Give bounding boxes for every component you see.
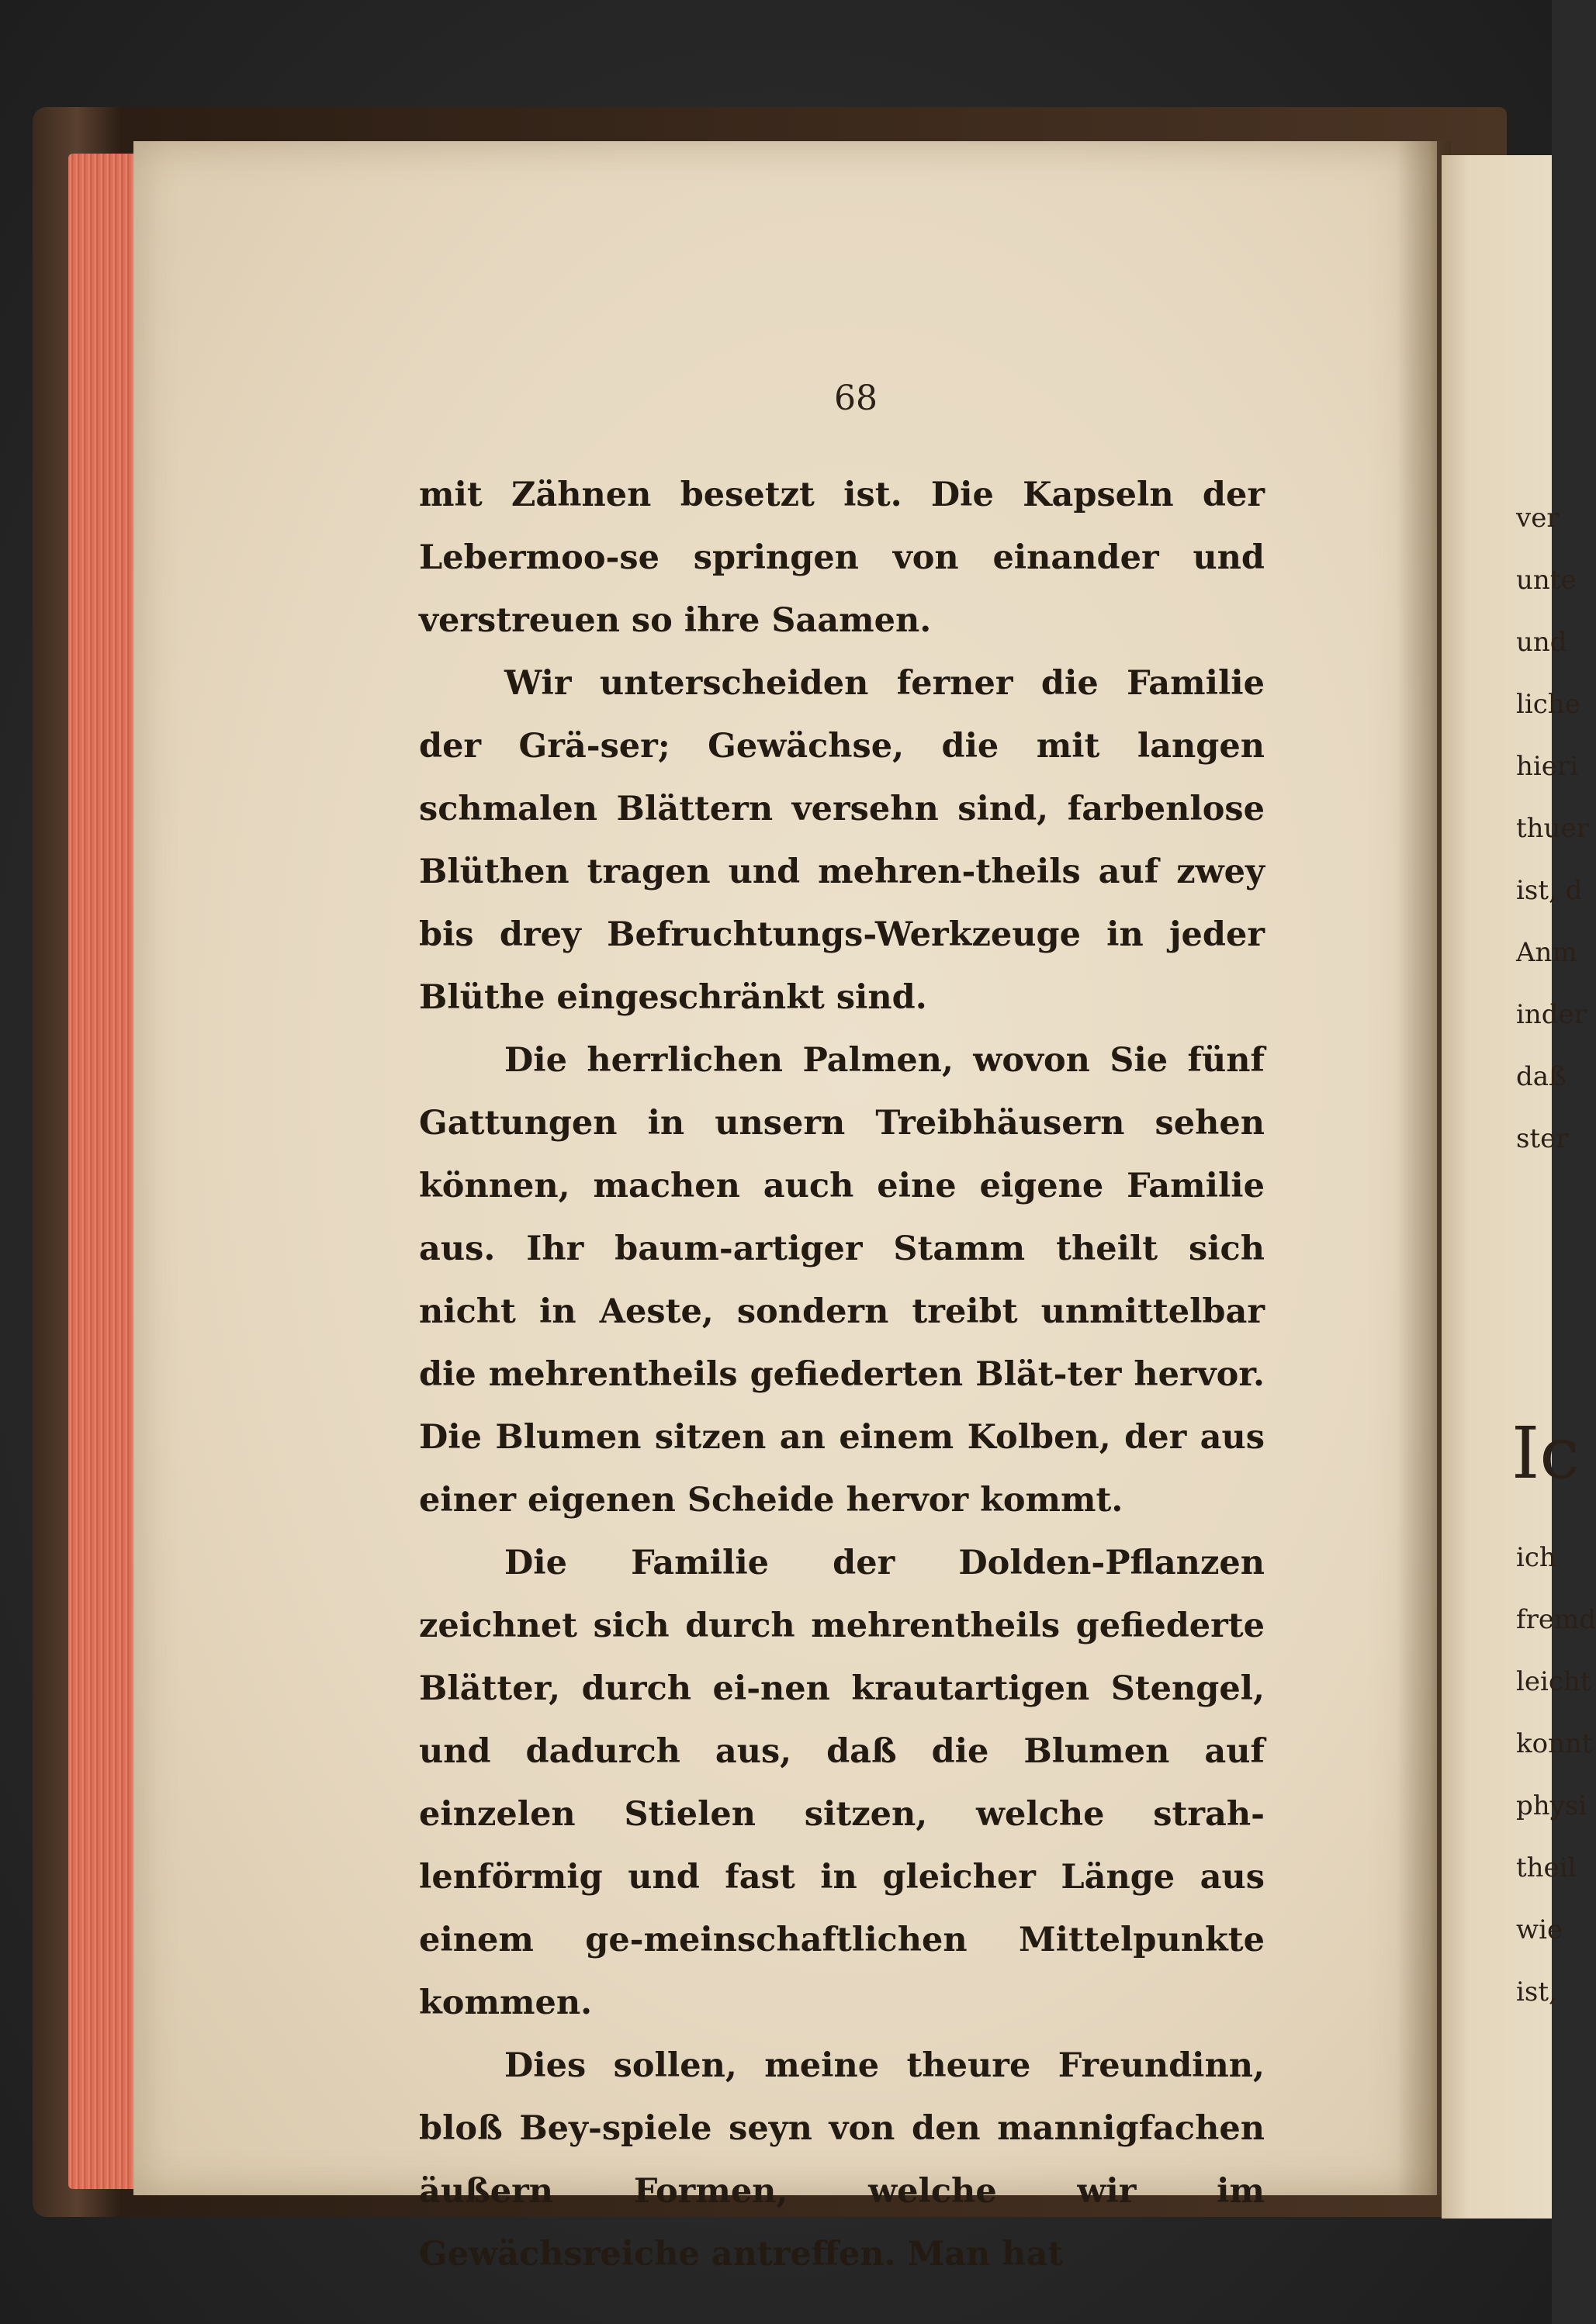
facing-page-line: daß	[1516, 1061, 1567, 1092]
page-number: 68	[834, 379, 878, 418]
facing-page	[1442, 155, 1596, 2219]
facing-page-line: leicht	[1516, 1666, 1591, 1697]
facing-page-line: theil	[1516, 1852, 1577, 1883]
facing-page-line: ver	[1516, 503, 1560, 534]
paragraph: Die herrlichen Palmen, wovon Sie fünf Gattungen in unsern Treibhäusern sehen können, machen auch eine eigene Familie aus. Ihr baum-artiger Stamm theilt sich nicht in Aeste, sondern treibt unmittelbar die mehrentheils gefiederten Blät-ter hervor. Die Blumen sitzen an einem Kolben, der aus einer eigenen Scheide hervor kommt.	[419, 1041, 1265, 1520]
facing-page-line: ist, d	[1516, 875, 1583, 906]
paragraph: Wir unterscheiden ferner die Familie der Grä-ser; Gewächse, die mit langen schmalen Blättern versehn sind, farbenlose Blüthen tragen und mehren-theils auf zwey bis drey Befruchtungs-Werkzeuge in jeder Blüthe eingeschränkt sind.	[419, 664, 1265, 1017]
page-edges	[68, 154, 140, 2189]
facing-page-line: Anm	[1516, 937, 1577, 968]
facing-page-line: konnt	[1516, 1728, 1593, 1759]
facing-page-line: und	[1516, 627, 1567, 658]
facing-page-line: wie	[1516, 1914, 1563, 1945]
facing-page-line: inder	[1516, 999, 1587, 1030]
facing-page-line: thuer	[1516, 813, 1589, 844]
facing-page-line: ich	[1516, 1542, 1556, 1573]
facing-page-line: fremd	[1516, 1604, 1596, 1635]
facing-page-line: ster	[1516, 1123, 1569, 1154]
body-text	[419, 464, 1265, 2286]
facing-page-line: hieri	[1516, 751, 1579, 782]
paragraph: Dies sollen, meine theure Freundinn, bloß Bey-spiele seyn von den mannigfachen äußern Formen, welche wir im Gewächsreiche antreffen. Man hat	[419, 2046, 1265, 2274]
paragraph: mit Zähnen besetzt ist. Die Kapseln der Lebermoo-se springen von einander und verstreuen so ihre Saamen.	[419, 476, 1265, 640]
paragraph: Die Familie der Dolden-Pflanzen zeichnet sich durch mehrentheils gefiederte Blätter, durch ei-nen krautartigen Stengel, und dadurch aus, daß die Blumen auf einzelen Stielen sitzen, welche strah-lenförmig und fast in gleicher Länge aus einem ge-meinschaftlichen Mittelpunkte kommen.	[419, 1544, 1265, 2022]
facing-page-line: physi	[1516, 1790, 1587, 1821]
facing-page-line: ist,	[1516, 1976, 1557, 2008]
facing-page-line: unte	[1516, 565, 1577, 596]
facing-page-drop-cap: Ic	[1511, 1412, 1580, 1495]
facing-page-line: liche	[1516, 689, 1580, 720]
